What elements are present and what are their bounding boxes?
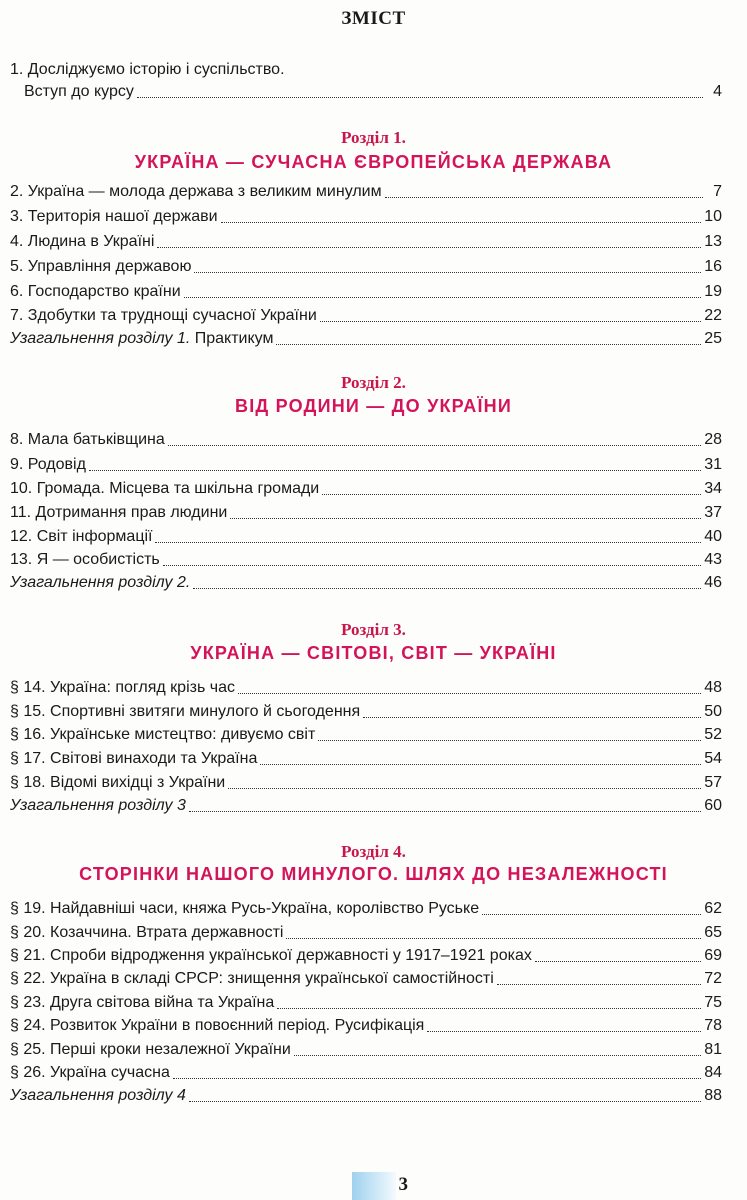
entry-text [10, 573, 190, 593]
entry-text: § 19. Найдавніші часи, княжа Русь-Україна, королівство Руське [10, 900, 480, 917]
toc-entry[interactable] [10, 232, 722, 252]
entry-text: 9. Родовід [10, 456, 86, 473]
entry-text: § 14. Україна: погляд крізь час [10, 679, 235, 696]
leader-dots [228, 788, 701, 789]
entry-page: 28 [704, 431, 722, 448]
toc-entry[interactable] [10, 969, 722, 989]
entry-page: 25 [704, 330, 722, 347]
toc-entry[interactable] [10, 257, 722, 277]
leader-dots [189, 1101, 701, 1102]
entry-text: 8. Мала батьківщина [10, 431, 165, 448]
intro-line-1: 1. Досліджуємо історію і суспільство. [10, 61, 285, 78]
entry-page: 60 [704, 797, 722, 814]
entry-text: 7. Здобутки та труднощі сучасної України [10, 307, 317, 324]
toc-entry[interactable] [10, 503, 722, 523]
summary-italic: Узагальнення розділу 4 [10, 1087, 186, 1104]
leader-dots [482, 914, 701, 915]
toc-entry[interactable] [10, 923, 722, 943]
entry-page: 4 [713, 83, 722, 100]
section-4-label: Розділ 4. [341, 842, 406, 861]
leader-dots [230, 518, 701, 519]
toc-entry[interactable] [10, 306, 722, 326]
entry-text: 13. Я — особистість [10, 551, 160, 568]
leader-dots [193, 588, 701, 589]
leader-dots [363, 717, 701, 718]
entry-page: 46 [704, 574, 722, 591]
toc-entry-summary[interactable] [10, 1086, 722, 1106]
section-4-title: СТОРІНКИ НАШОГО МИНУЛОГО. ШЛЯХ ДО НЕЗАЛЕЖНОСТІ [79, 864, 668, 884]
entry-text: 5. Управління державою [10, 258, 192, 275]
entry-page: 75 [704, 994, 722, 1011]
leader-dots [497, 984, 701, 985]
leader-dots [322, 494, 701, 495]
entry-text: § 21. Спроби відродження української державності у 1917–1921 роках [10, 947, 532, 964]
entry-page: 72 [704, 970, 722, 987]
entry-text: 12. Світ інформації [10, 528, 153, 545]
entry-page: 81 [704, 1041, 722, 1058]
leader-dots [155, 542, 701, 543]
toc-entry-summary[interactable] [10, 573, 722, 593]
entry-text: 4. Людина в Україні [10, 233, 155, 250]
toc-entry[interactable] [10, 773, 722, 793]
entry-page: 31 [704, 456, 722, 473]
toc-entry[interactable] [10, 207, 722, 227]
toc-entry[interactable] [10, 702, 722, 722]
toc-entry[interactable] [10, 1040, 722, 1060]
entry-text: 6. Господарство країни [10, 283, 181, 300]
toc-entry[interactable] [10, 282, 722, 302]
entry-page: 13 [704, 233, 722, 250]
toc-entry[interactable] [10, 479, 722, 499]
page-number: 3 [398, 1174, 408, 1195]
entry-page: 22 [704, 307, 722, 324]
entry-text: 3. Територія нашої держави [10, 208, 218, 225]
entry-text [10, 1086, 186, 1106]
leader-dots [189, 811, 701, 812]
toc-entry[interactable] [10, 725, 722, 745]
entry-page: 40 [704, 528, 722, 545]
leader-dots [294, 1055, 701, 1056]
leader-dots [89, 470, 701, 471]
summary-italic: Узагальнення розділу 1. [10, 330, 191, 347]
leader-dots [173, 1078, 701, 1079]
leader-dots [276, 344, 701, 345]
toc-entry[interactable] [10, 455, 722, 475]
entry-page: 48 [704, 679, 722, 696]
entry-page: 78 [704, 1017, 722, 1034]
leader-dots [168, 445, 701, 446]
entry-page: 57 [704, 774, 722, 791]
toc-entry[interactable] [10, 430, 722, 450]
entry-page: 7 [713, 183, 722, 200]
toc-entry[interactable] [10, 1016, 722, 1036]
summary-italic: Узагальнення розділу 2. [10, 574, 191, 591]
leader-dots [184, 297, 702, 298]
toc-entry-summary[interactable] [10, 329, 722, 349]
entry-text: § 20. Козаччина. Втрата державності [10, 924, 284, 941]
leader-dots [535, 961, 701, 962]
summary-rest: Практикум [190, 330, 274, 347]
leader-dots [157, 247, 701, 248]
entry-page: 88 [704, 1087, 722, 1104]
entry-page: 69 [704, 947, 722, 964]
leader-dots [194, 272, 701, 273]
entry-text: § 26. Україна сучасна [10, 1064, 170, 1081]
section-2-label: Розділ 2. [341, 373, 406, 392]
entry-page: 10 [704, 208, 722, 225]
section-1-label: Розділ 1. [341, 128, 406, 147]
leader-dots [277, 1008, 701, 1009]
entry-page: 43 [704, 551, 722, 568]
section-3-label: Розділ 3. [341, 620, 406, 639]
section-1-title: УКРАЇНА — СУЧАСНА ЄВРОПЕЙСЬКА ДЕРЖАВА [134, 152, 613, 172]
entry-text: 2. Україна — молода держава з великим минулим [10, 183, 382, 200]
section-2-title: ВІД РОДИНИ — ДО УКРАЇНИ [235, 396, 512, 416]
toc-entry-intro[interactable] [10, 82, 722, 102]
toc-entry[interactable] [10, 749, 722, 769]
entry-text: § 23. Друга світова війна та Україна [10, 994, 275, 1011]
entry-text [10, 796, 186, 816]
entry-text: § 16. Українське мистецтво: дивуємо світ [10, 726, 316, 743]
entry-text: § 24. Розвиток України в повоєнний період. Русифікація [10, 1017, 425, 1034]
section-3-title: УКРАЇНА — СВІТОВІ, СВІТ — УКРАЇНІ [190, 643, 557, 663]
entry-text: Вступ до курсу [24, 83, 134, 100]
entry-page: 19 [704, 283, 722, 300]
entry-page: 37 [704, 504, 722, 521]
entry-page: 54 [704, 750, 722, 767]
leader-dots [137, 97, 703, 98]
leader-dots [318, 740, 701, 741]
toc-entry[interactable] [10, 993, 722, 1013]
leader-dots [238, 693, 701, 694]
toc-entry-summary[interactable] [10, 796, 722, 816]
toc-entry[interactable] [10, 678, 722, 698]
entry-page: 16 [704, 258, 722, 275]
entry-text: § 25. Перші кроки незалежної України [10, 1041, 291, 1058]
leader-dots [221, 222, 702, 223]
leader-dots [427, 1031, 701, 1032]
entry-page: 84 [704, 1064, 722, 1081]
leader-dots [320, 321, 701, 322]
entry-text: § 22. Україна в складі СРСР: знищення української самостійності [10, 970, 494, 987]
entry-text: § 15. Спортивні звитяги минулого й сьогодення [10, 703, 361, 720]
entry-page: 50 [704, 703, 722, 720]
entry-page: 34 [704, 480, 722, 497]
toc-entry[interactable] [10, 946, 722, 966]
entry-page: 62 [704, 900, 722, 917]
entry-page: 52 [704, 726, 722, 743]
entry-text: § 18. Відомі вихідці з України [10, 774, 226, 791]
toc-entry[interactable] [10, 899, 722, 919]
toc-entry[interactable] [10, 527, 722, 547]
leader-dots [260, 764, 701, 765]
entry-text: 11. Дотримання прав людини [10, 504, 228, 521]
entry-text: 10. Громада. Місцева та шкільна громади [10, 480, 320, 497]
leader-dots [163, 565, 701, 566]
entry-text: § 17. Світові винаходи та Україна [10, 750, 258, 767]
toc-entry[interactable] [10, 550, 722, 570]
entry-page: 65 [704, 924, 722, 941]
leader-dots [385, 197, 703, 198]
page-title: ЗМІСТ [341, 8, 406, 29]
toc-entry[interactable] [10, 182, 722, 202]
toc-entry[interactable] [10, 1063, 722, 1083]
entry-text [10, 329, 273, 349]
summary-italic: Узагальнення розділу 3 [10, 797, 186, 814]
leader-dots [286, 938, 701, 939]
